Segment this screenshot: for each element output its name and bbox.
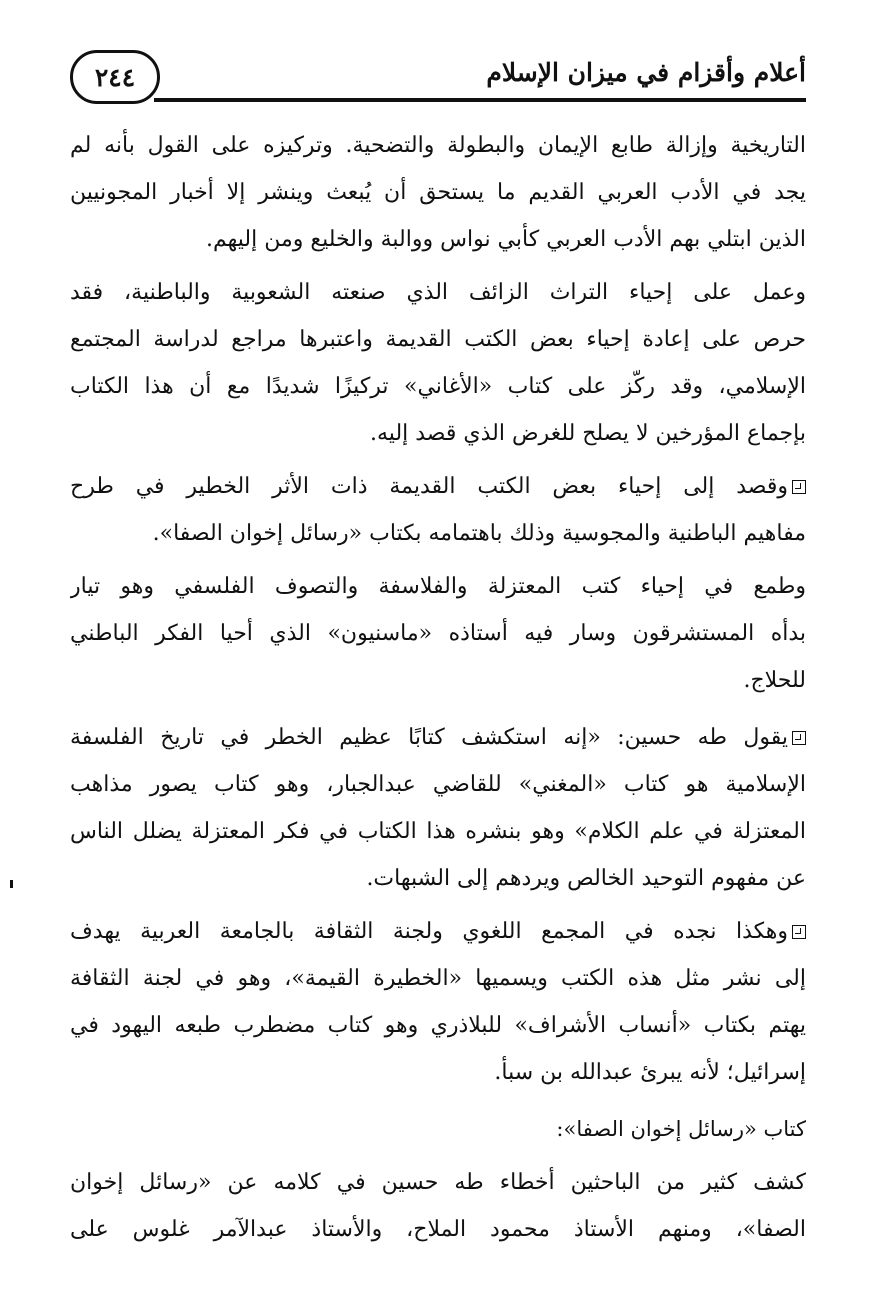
- section-heading: كتاب «رسائل إخوان الصفا»:: [556, 1117, 806, 1141]
- margin-mark: [10, 880, 13, 888]
- text-line: للحلاج.: [743, 668, 806, 693]
- paragraph: [70, 563, 806, 704]
- text-line: يقول طه حسين: «إنه استكشف كتابًا عظيم الخطر في تاريخ الفلسفة: [70, 725, 788, 750]
- text-line: المعتزلة في علم الكلام» وهو بنشره هذا الكتاب في فكر المعتزلة يضلل الناس: [70, 819, 806, 844]
- body-text: [70, 122, 806, 1253]
- text-line: عن مفهوم التوحيد الخالص ويردهم إلى الشبهات.: [366, 866, 806, 891]
- text-line: وقصد إلى إحياء بعض الكتب القديمة ذات الأثر الخطير في طرح: [70, 474, 788, 499]
- paragraph: [70, 269, 806, 457]
- running-title: أعلام وأقزام في ميزان الإسلام: [486, 58, 806, 87]
- text-line: الإسلامي، وقد ركّز على كتاب «الأغاني» تركيزًا شديدًا مع أن هذا الكتاب: [70, 374, 806, 399]
- paragraph: [70, 122, 806, 263]
- text-line: إلى نشر مثل هذه الكتب ويسميها «الخطيرة القيمة»، وهو في لجنة الثقافة: [70, 966, 806, 991]
- text-line: يجد في الأدب العربي القديم ما يستحق أن يُبعث وينشر إلا أخبار المجونيين: [70, 180, 806, 205]
- paragraph: [70, 1159, 806, 1253]
- text-line: كشف كثير من الباحثين أخطاء طه حسين في كلامه عن «رسائل إخوان: [70, 1170, 806, 1195]
- bullet-paragraph: [70, 463, 806, 557]
- text-line: بإجماع المؤرخين لا يصلح للغرض الذي قصد إليه.: [370, 421, 806, 446]
- text-line: إسرائيل؛ لأنه يبرئ عبدالله بن سبأ.: [494, 1060, 806, 1085]
- page-number: ٢٤٤: [70, 50, 160, 104]
- text-line: وعمل على إحياء التراث الزائف الذي صنعته الشعوبية والباطنية، فقد: [70, 280, 806, 305]
- header-rule: [154, 98, 806, 102]
- checkbox-bullet-icon: [792, 925, 806, 939]
- text-line: الإسلامية هو كتاب «المغني» للقاضي عبدالجبار، وهو كتاب يصور مذاهب: [70, 772, 806, 797]
- page-header: [70, 50, 806, 108]
- bullet-paragraph: [70, 908, 806, 1096]
- bullet-paragraph: [70, 714, 806, 902]
- text-line: التاريخية وإزالة طابع الإيمان والبطولة والتضحية. وتركيزه على القول بأنه لم: [70, 133, 806, 158]
- checkbox-bullet-icon: [792, 480, 806, 494]
- text-line: وهكذا نجده في المجمع اللغوي ولجنة الثقافة بالجامعة العربية يهدف: [70, 919, 788, 944]
- text-line: الصفا»، ومنهم الأستاذ محمود الملاح، والأستاذ عبدالآمر غلوس على: [70, 1217, 806, 1242]
- text-line: الذين ابتلي بهم الأدب العربي كأبي نواس ووالبة والخليع ومن إليهم.: [205, 227, 806, 252]
- text-line: مفاهيم الباطنية والمجوسية وذلك باهتمامه بكتاب «رسائل إخوان الصفا».: [152, 521, 806, 546]
- text-line: حرص على إعادة إحياء بعض الكتب القديمة واعتبرها مراجع لدراسة المجتمع: [70, 327, 806, 352]
- text-line: يهتم بكتاب «أنساب الأشراف» للبلاذري وهو كتاب مضطرب طبعه اليهود في: [70, 1013, 806, 1038]
- text-line: وطمع في إحياء كتب المعتزلة والفلاسفة والتصوف الفلسفي وهو تيار: [70, 574, 806, 599]
- text-line: بدأه المستشرقون وسار فيه أستاذه «ماسنيون» الذي أحيا الفكر الباطني: [70, 621, 806, 646]
- checkbox-bullet-icon: [792, 731, 806, 745]
